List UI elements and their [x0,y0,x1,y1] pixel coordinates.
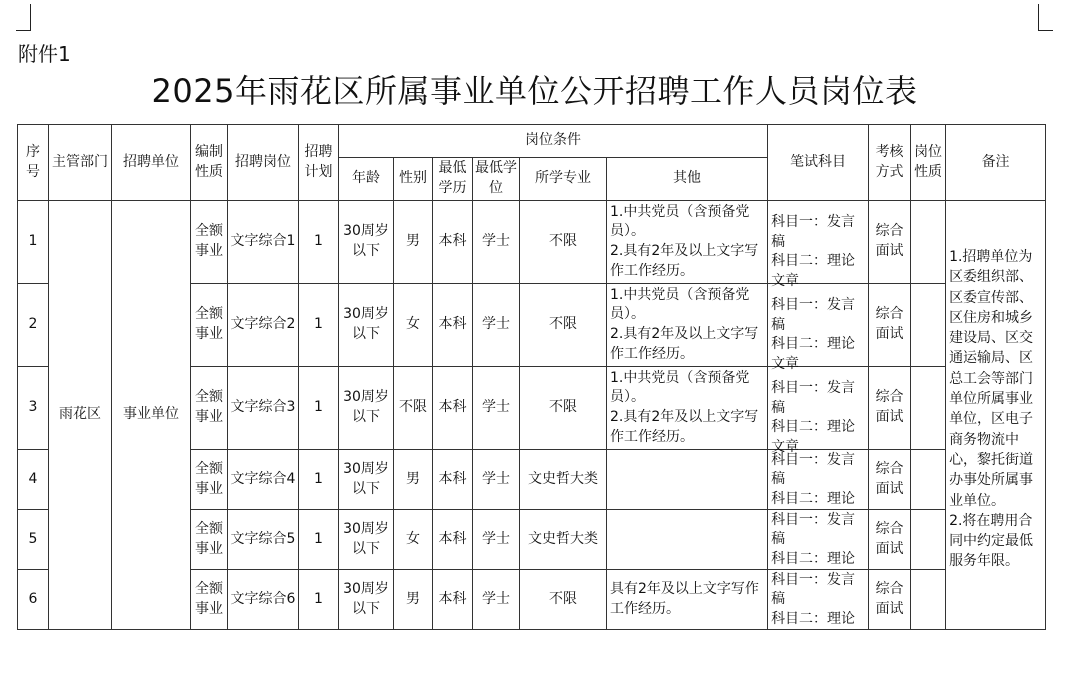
cell-seq: 4 [18,450,49,510]
cell-gender: 男 [394,450,433,510]
col-conditions: 岗位条件 [339,125,768,158]
cell-major: 不限 [520,201,607,284]
cell-exam [768,367,869,455]
cell-post-nature [911,201,946,284]
cell-degree: 学士 [473,284,520,367]
cell-exam-text: 科目一：发言稿 科目二：理论文章 [771,214,856,289]
cell-post: 文字综合5 [228,510,299,570]
cell-exam-text: 科目一：发言稿 科目二：理论文章 [771,297,856,372]
cell-other: 1.中共党员（含预备党员）。 2.具有2年及以上文字写作工作经历。 [607,367,768,450]
col-nature: 编制性质 [191,125,228,201]
col-dept: 主管部门 [49,125,112,201]
table-body [18,201,1046,630]
cell-exam [768,450,869,510]
cell-exam [768,284,869,372]
cell-plan: 1 [299,201,339,284]
col-other: 其他 [607,158,768,201]
col-post: 招聘岗位 [228,125,299,201]
cell-edu: 本科 [433,201,473,284]
cell-seq: 1 [18,201,49,284]
cell-major: 不限 [520,570,607,630]
cell-gender: 男 [394,201,433,284]
cell-dept: 雨花区 [49,201,112,630]
cell-post: 文字综合2 [228,284,299,367]
page-title: 2025年雨花区所属事业单位公开招聘工作人员岗位表 [151,72,918,110]
cell-exam [768,201,869,289]
cell-degree: 学士 [473,201,520,284]
cell-plan: 1 [299,284,339,367]
cell-edu: 本科 [433,510,473,570]
cell-other: 1.中共党员（含预备党员）。 2.具有2年及以上文字写作工作经历。 [607,201,768,284]
cell-seq: 5 [18,510,49,570]
cell-exam-text: 科目一：发言稿 科目二：理论 [771,451,856,507]
cell-unit: 事业单位 [112,201,191,630]
col-unit: 招聘单位 [112,125,191,201]
cell-gender: 不限 [394,367,433,450]
col-age: 年龄 [339,158,394,201]
cell-assess: 综合面试 [869,284,911,367]
col-degree: 最低学位 [473,158,520,201]
cell-plan: 1 [299,367,339,450]
col-assess: 考核方式 [869,125,911,201]
col-post-nature: 岗位性质 [911,125,946,201]
cell-assess: 综合面试 [869,201,911,284]
cell-assess: 综合面试 [869,570,911,630]
cell-assess: 综合面试 [869,510,911,570]
col-edu: 最低学历 [433,158,473,201]
cell-age: 30周岁以下 [339,201,394,284]
cell-post-nature [911,450,946,510]
cell-nature: 全额事业 [191,284,228,367]
cell-gender: 男 [394,570,433,630]
cell-age: 30周岁以下 [339,367,394,450]
cell-exam [768,510,869,570]
cell-plan: 1 [299,570,339,630]
cell-exam-text: 科目一：发言稿 科目二：理论 [771,511,856,567]
cell-plan: 1 [299,510,339,570]
recruitment-table [17,124,1046,630]
cell-exam-text: 科目一：发言稿 科目二：理论文章 [771,380,856,455]
col-gender: 性别 [394,158,433,201]
cell-edu: 本科 [433,570,473,630]
cell-post-nature [911,570,946,630]
cell-plan: 1 [299,450,339,510]
cell-assess: 综合面试 [869,367,911,450]
cell-major: 文史哲大类 [520,450,607,510]
cell-edu: 本科 [433,284,473,367]
cell-post-nature [911,284,946,367]
header-row-1 [18,125,1046,158]
cell-other: 具有2年及以上文字写作工作经历。 [607,570,768,630]
col-remark: 备注 [946,125,1046,201]
cell-exam-text: 科目一：发言稿 科目二：理论 [771,571,856,627]
crop-mark-top-left [16,4,31,31]
cell-edu: 本科 [433,450,473,510]
cell-exam [768,570,869,630]
cell-major: 不限 [520,284,607,367]
cell-nature: 全额事业 [191,367,228,450]
col-seq: 序号 [18,125,49,201]
cell-seq: 6 [18,570,49,630]
col-major: 所学专业 [520,158,607,201]
col-plan: 招聘计划 [299,125,339,201]
cell-remark: 1.招聘单位为区委组织部、区委宣传部、区住房和城乡建设局、区交通运输局、区总工会等部门单位所属事业单位，区电子商务物流中心，黎托街道办事处所属事业单位。 2.将在聘用合同中约定最低服务年限。 [946,201,1046,630]
cell-degree: 学士 [473,510,520,570]
cell-other: 1.中共党员（含预备党员）。 2.具有2年及以上文字写作工作经历。 [607,284,768,367]
cell-gender: 女 [394,284,433,367]
col-exam: 笔试科目 [768,125,869,201]
cell-post-nature [911,367,946,450]
cell-nature: 全额事业 [191,510,228,570]
cell-seq: 3 [18,367,49,450]
cell-major: 文史哲大类 [520,510,607,570]
cell-post: 文字综合4 [228,450,299,510]
cell-degree: 学士 [473,450,520,510]
cell-other [607,450,768,510]
cell-degree: 学士 [473,570,520,630]
cell-nature: 全额事业 [191,570,228,630]
cell-age: 30周岁以下 [339,510,394,570]
cell-edu: 本科 [433,367,473,450]
cell-major: 不限 [520,367,607,450]
cell-degree: 学士 [473,367,520,450]
cell-post: 文字综合1 [228,201,299,284]
cell-other [607,510,768,570]
cell-age: 30周岁以下 [339,450,394,510]
cell-age: 30周岁以下 [339,284,394,367]
cell-post-nature [911,510,946,570]
cell-nature: 全额事业 [191,450,228,510]
cell-seq: 2 [18,284,49,367]
cell-assess: 综合面试 [869,450,911,510]
cell-age: 30周岁以下 [339,570,394,630]
attachment-label: 附件1 [18,42,71,66]
cell-nature: 全额事业 [191,201,228,284]
cell-gender: 女 [394,510,433,570]
cell-post: 文字综合3 [228,367,299,450]
cell-post: 文字综合6 [228,570,299,630]
crop-mark-top-right [1038,4,1053,31]
table-row [18,201,1046,284]
